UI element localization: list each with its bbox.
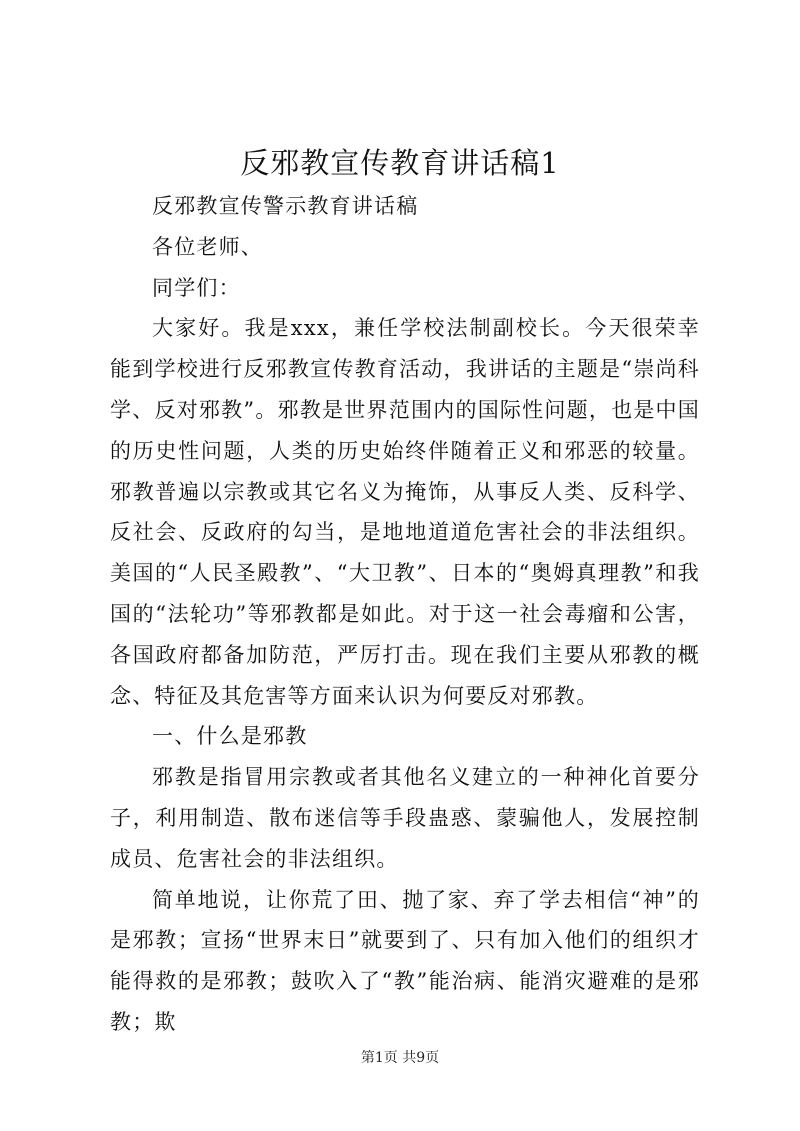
body-paragraph: 大家好。我是xxx，兼任学校法制副校长。今天很荣幸能到学校进行反邪教宣传教育活动，我讲话的主题是“崇尚科学、反对邪教”。邪教是世界范围内的国际性问题，也是中国的历史性问题，人类的历史始终伴随着正义和邪恶的较量。邪教普遍以宗教或其它名义为掩饰，从事反人类、反科学、反社会、反政府的勾当，是地地道道危害社会的非法组织。美国的“人民圣殿教”、“大卫教”、日本的“奥姆真理教”和我国的“法轮功”等邪教都是如此。对于这一社会毒瘤和公害，各国政府都备加防范，严厉打击。现在我们主要从邪教的概念、特征及其危害等方面来认识为何要反对邪教。: [110, 316, 700, 708]
subtitle-paragraph: 反邪教宣传警示教育讲话稿: [152, 194, 419, 218]
document-title: 反邪教宣传教育讲话稿1: [240, 146, 560, 180]
salutation-students: 同学们：: [152, 275, 241, 300]
salutation-teachers: 各位老师、: [152, 234, 263, 259]
document-body: [110, 186, 700, 1043]
section-heading: 一、什么是邪教: [152, 724, 308, 749]
page-number-footer: 第1页 共9页: [360, 1050, 440, 1066]
body-paragraph: 简单地说，让你荒了田、抛了家、弃了学去相信“神”的是邪教；宣扬“世界末日”就要到了、只有加入他们的组织才能得救的是邪教；鼓吹入了“教”能治病、能消灾避难的是邪教；欺: [110, 887, 700, 1034]
body-paragraph: 邪教是指冒用宗教或者其他名义建立的一种神化首要分子，利用制造、散布迷信等手段蛊惑、蒙骗他人，发展控制成员、危害社会的非法组织。: [110, 765, 700, 871]
